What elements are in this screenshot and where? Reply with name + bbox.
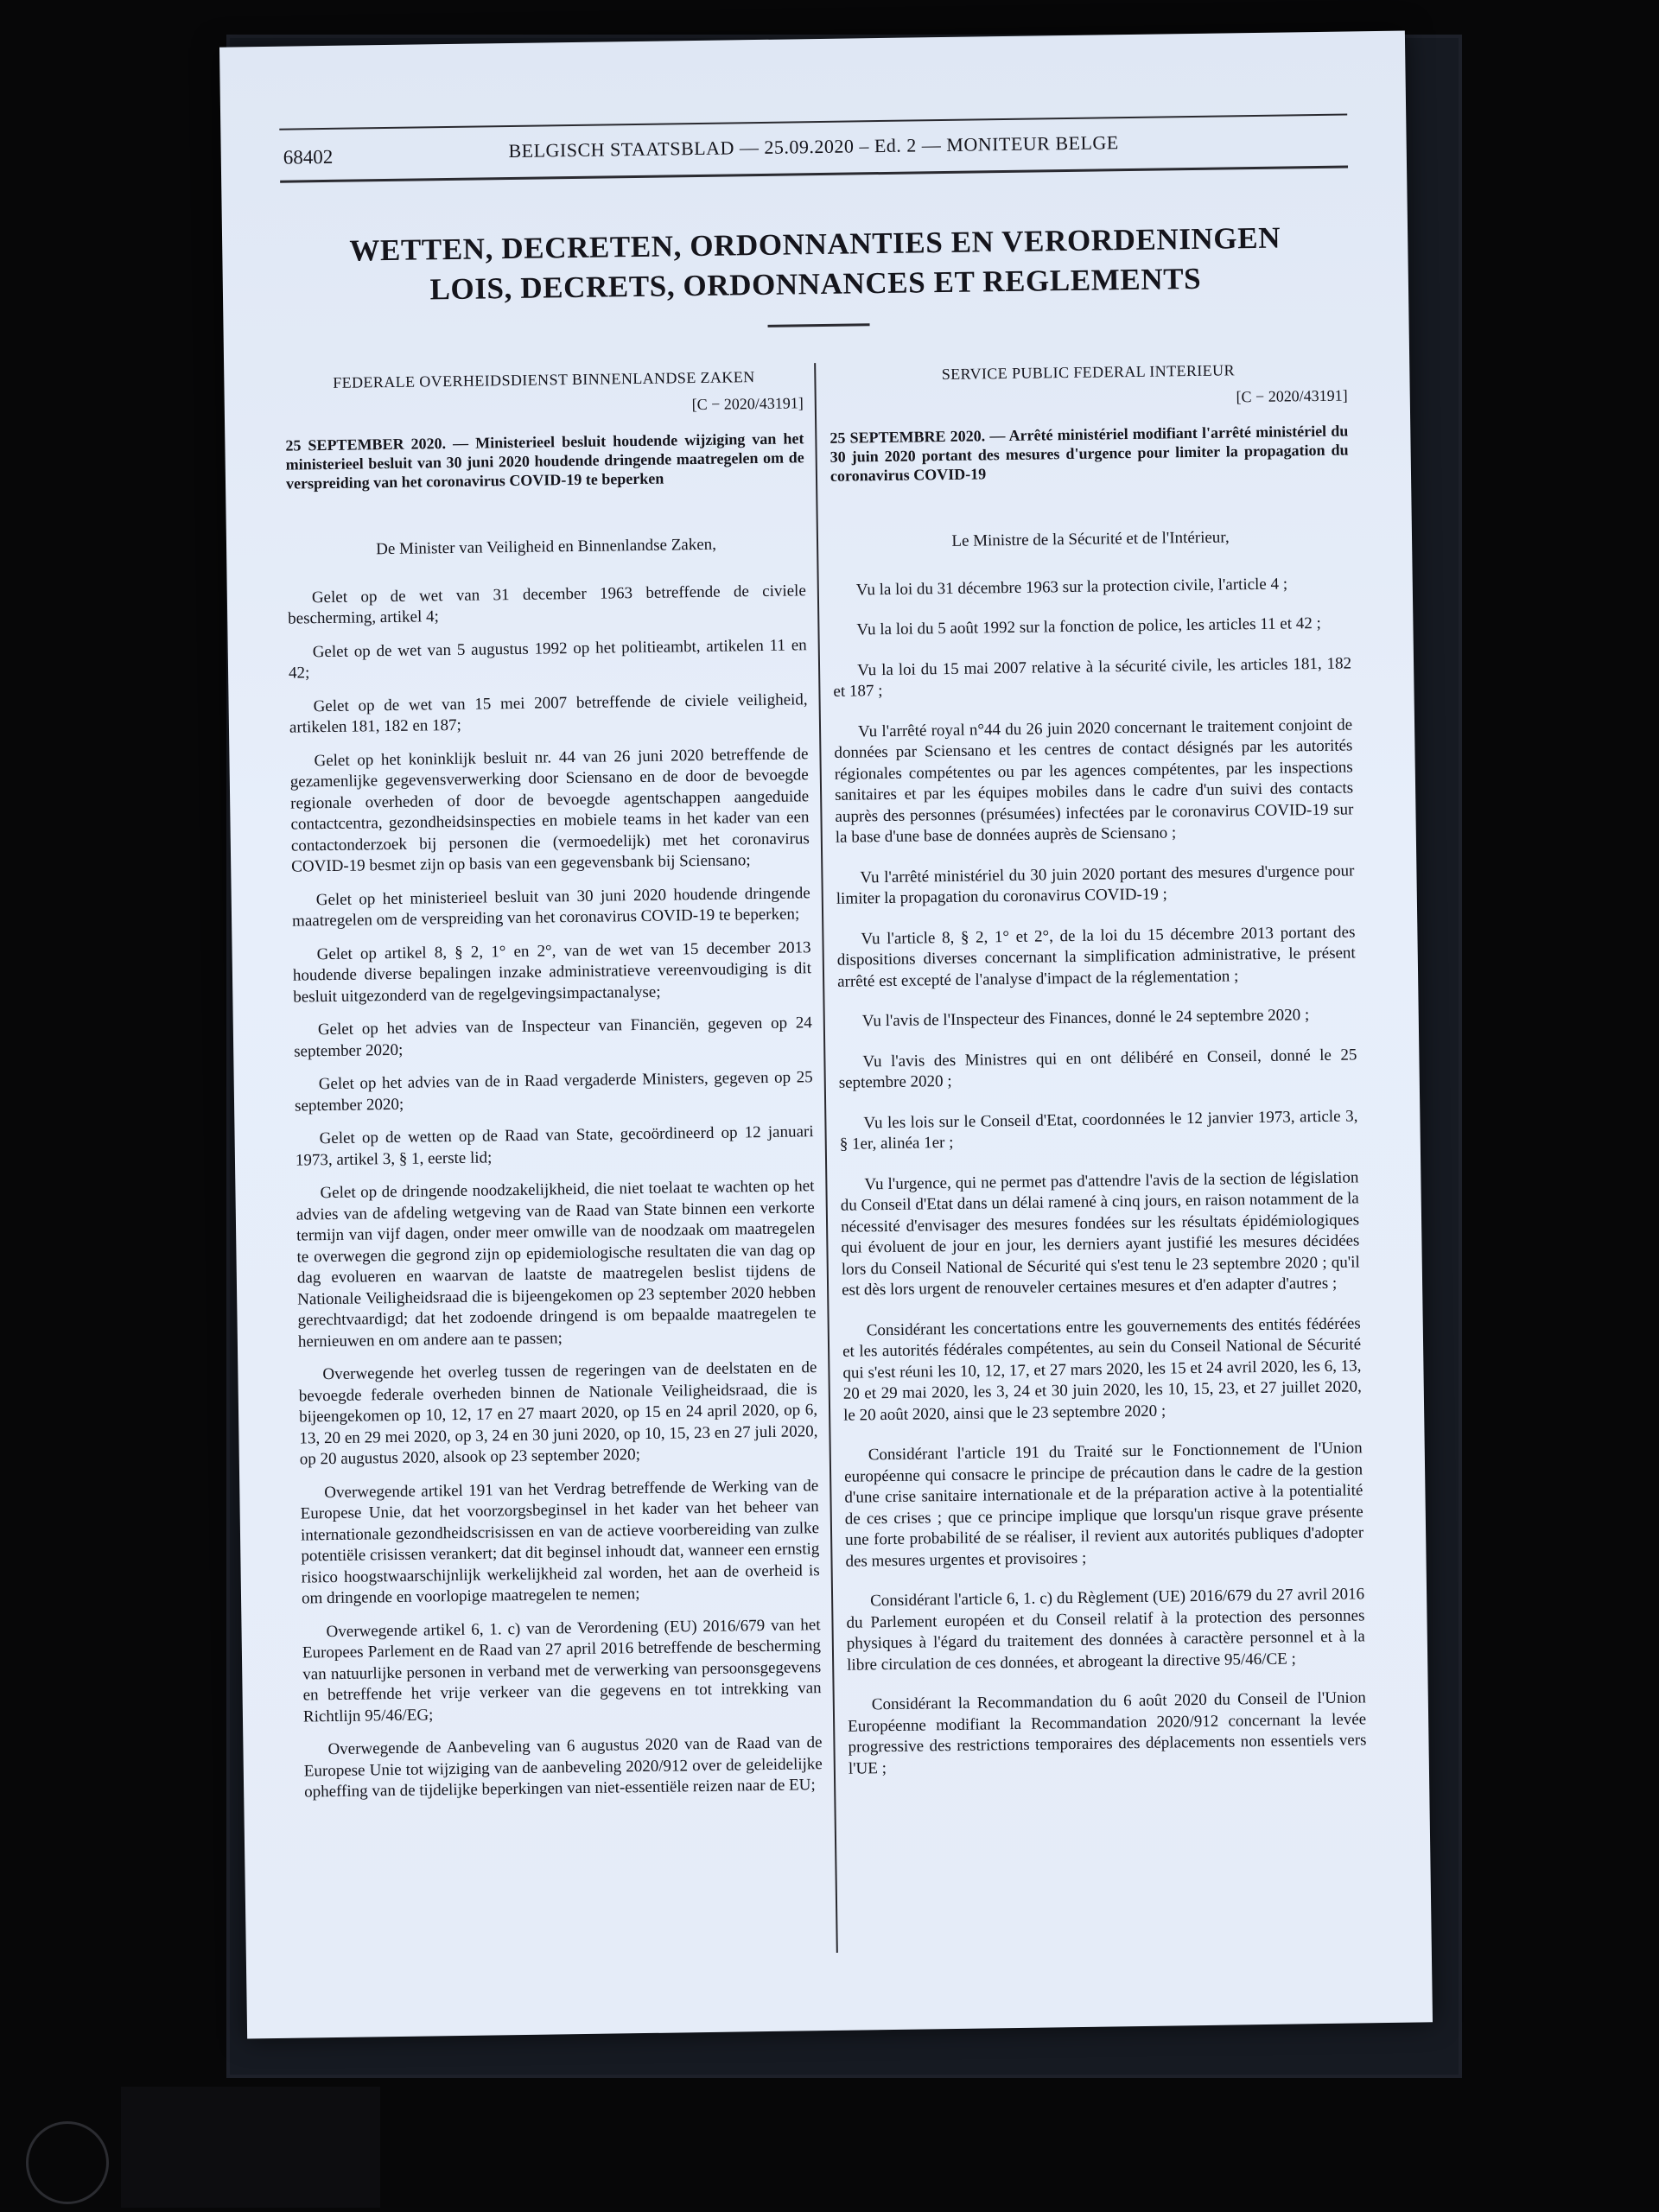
paragraph: Vu l'avis de l'Inspecteur des Finances, donné le 24 septembre 2020 ; xyxy=(861,1006,1310,1031)
paragraph: Considérant la Recommandation du 6 août 2020 du Conseil de l'Union Européenne modifiant la Recommandation 2020/912 concernant la levée progressive des restrictions temporaires des déplacements non essentiels vers l'UE ; xyxy=(848,1688,1367,1778)
decree-title: 25 SEPTEMBER 2020. — Ministerieel besluit houdende wijziging van het ministerieel besluit van 30 juni 2020 houdende dringende maatregelen om de verspreiding van het coronavirus COVID-19 te beperken xyxy=(285,429,804,493)
paragraph: Vu l'arrêté royal n°44 du 26 juin 2020 concernant le traitement conjoint de données par Sciensano et les centres de contact désignés par les autorités régionales compétentes ou par les agences compétentes, par les inspections sanitaires et par les équipes mobiles dans le cadre d'un suivi des contacts auprès des personnes (présumées) infectées par le coronavirus COVID-19 sur la base d'une base de données auprès de Sciensano ; xyxy=(834,715,1354,847)
paragraph: Considérant les concertations entre les gouvernements des entités fédérées et les autorités fédérales compétentes, au sein du Conseil National de Sécurité qui s'est réuni les 10, 12, 17, et 27 mars 2020, les 15 et 24 avril 2020, les 6, 13, 20 et 29 mai 2020, les 3, 24 et 30 juin 2020, les 10, 15, 23, et 27 juillet 2020, le 20 août 2020, ainsi que le 23 septembre 2020 ; xyxy=(842,1313,1362,1425)
paragraph: Vu l'arrêté ministériel du 30 juin 2020 portant des mesures d'urgence pour limiter la propagation du coronavirus COVID-19 ; xyxy=(836,861,1355,908)
paragraph: Gelet op de wet van 5 augustus 1992 op het politieambt, artikelen 11 en 42; xyxy=(288,635,807,683)
minister-line: De Minister van Veiligheid en Binnenlandse Zaken, xyxy=(376,535,717,559)
paragraph: Vu l'avis des Ministres qui en ont délibéré en Conseil, donné le 25 septembre 2020 ; xyxy=(838,1045,1357,1092)
minister-line: Le Ministre de la Sécurité et de l'Intérieur, xyxy=(951,528,1230,550)
paragraph: Vu l'urgence, qui ne permet pas d'attendre l'avis de la section de législation du Conseil d'Etat dans un délai ramené à cinq jours, en raison notamment de la nécessité d'envisager des mesures fondées sur les résultats épidémiologiques qui évoluent de jour en jour, les derniers ayant justifié les mesures décidées lors du Conseil National de Sécurité qui s'est tenu le 23 septembre 2020 ; qu'il est dès lors urgent de renouveler certaines mesures et d'en adapter d'autres ; xyxy=(840,1167,1360,1300)
running-header: BELGISCH STAATSBLAD — 25.09.2020 – Ed. 2 — MONITEUR BELGE xyxy=(508,131,1119,162)
paragraph: Vu la loi du 5 août 1992 sur la fonction de police, les articles 11 et 42 ; xyxy=(856,613,1321,639)
paragraph: Gelet op de wet van 15 mei 2007 betreffende de civiele veiligheid, artikelen 181, 182 en 187; xyxy=(289,690,808,737)
department-name: FEDERALE OVERHEIDSDIENST BINNENLANDSE ZAKEN xyxy=(333,368,755,391)
paragraph: Vu les lois sur le Conseil d'Etat, coordonnées le 12 janvier 1973, article 3, § 1er, alinéa 1er ; xyxy=(839,1106,1358,1154)
header-rule-top xyxy=(279,113,1347,130)
decree-title: 25 SEPTEMBRE 2020. — Arrêté ministériel modifiant l'arrêté ministériel du 30 juin 2020 portant des mesures d'urgence pour limiter la propagation du coronavirus COVID-19 xyxy=(830,422,1349,485)
reference-number: [C − 2020/43191] xyxy=(691,393,804,413)
paragraph: Considérant l'article 6, 1. c) du Règlement (UE) 2016/679 du 27 avril 2016 du Parlement européen et du Conseil relatif à la protection des personnes physiques à l'égard du traitement des données à caractère personnel et à la libre circulation de ces données, et abrogeant la directive 95/46/CE ; xyxy=(846,1585,1365,1675)
paragraph: Overwegende artikel 6, 1. c) van de Verordening (EU) 2016/679 van het Europees Parlement en de Raad van 27 april 2016 betreffende de bescherming van natuurlijke personen in verband met de verwerking van persoonsgegevens en betreffende het vrije verkeer van die gegevens en tot intrekking van Richtlijn 95/46/EG; xyxy=(302,1615,822,1726)
paragraph: Gelet op de dringende noodzakelijkheid, die niet toelaat te wachten op het advies van de afdeling wetgeving van de Raad van State binnen een verkorte termijn van vijf dagen, onder meer omwille van de noodzaak om maatregelen te overwegen die gegrond zijn op epidemiologische resultaten die van dag op dag evolueren en waarvan de laatste de maatregelen beslist tijdens de Nationale Veiligheidsraad die is bijeengekomen op 23 september 2020 hebben gerechtvaardigd; dat het zodoende dringend is om bepaalde maatregelen te hernieuwen en om andere aan te passen; xyxy=(296,1177,817,1351)
reference-number: [C − 2020/43191] xyxy=(1236,385,1348,405)
paragraph: Gelet op het ministerieel besluit van 30 juni 2020 houdende dringende maatregelen om de verspreiding van het coronavirus COVID-19 te beperken; xyxy=(291,883,810,931)
paragraph: Overwegende de Aanbeveling van 6 augustus 2020 van de Raad van de Europese Unie tot wijziging van de aanbeveling 2020/912 over de geleidelijke opheffing van de tijdelijke beperkingen van niet-essentiële reizen naar de EU; xyxy=(303,1733,823,1802)
header-rule-bottom xyxy=(280,165,1348,182)
paragraph: Vu la loi du 15 mai 2007 relative à la sécurité civile, les articles 181, 182 et 187 ; xyxy=(833,653,1352,701)
paragraph: Vu l'article 8, § 2, 1° et 2°, de la loi du 15 décembre 2013 portant des dispositions diverses concernant la simplification administrative, le présent arrêté est excepté de l'analyse d'impact de la réglementation ; xyxy=(836,922,1356,991)
paragraph: Gelet op artikel 8, § 2, 1° en 2°, van de wet van 15 december 2013 houdende diverse bepalingen inzake administratieve vereenvoudiging is dit besluit uitgezonderd van de regelgevingsimpactanalyse; xyxy=(292,938,812,1007)
paragraph: Overwegende het overleg tussen de regeringen van de deelstaten en de bevoegde federale overheden binnen de Nationale Veiligheidsraad, die is bijeengekomen op 10, 12, 17 en 27 maart 2020, op 15 en 24 april 2020, op 6, 13, 20 en 29 mei 2020, op 3, 24 en 30 juni 2020, op 10, 15, 23 en 27 juli 2020, op 20 augustus 2020, alsook op 23 september 2020; xyxy=(298,1358,818,1469)
label-plate xyxy=(121,2087,380,2208)
section-title-french: LOIS, DECRETS, ORDONNANCES ET REGLEMENTS xyxy=(429,261,1202,307)
paragraph: Vu la loi du 31 décembre 1963 sur la protection civile, l'article 4 ; xyxy=(855,574,1288,599)
gazette-page xyxy=(219,31,1433,2039)
section-title xyxy=(222,217,1408,313)
paragraph: Considérant l'article 191 du Traité sur le Fonctionnement de l'Union européenne qui consacre le principe de précaution dans le cadre de la gestion d'une crise sanitaire internationale et de la préparation active à la potentialité de ces crises ; que ce principe implique que lorsqu'un risque grave présente une forte probabilité de se réaliser, il revient aux autorités publiques d'adopter des mesures urgentes et provisoires ; xyxy=(843,1439,1364,1571)
paragraph: Gelet op de wet van 31 december 1963 betreffende de civiele bescherming, artikel 4; xyxy=(288,581,806,628)
dutch-column xyxy=(284,365,823,1815)
paragraph: Gelet op het advies van de in Raad vergaderde Ministers, gegeven op 25 september 2020; xyxy=(294,1068,813,1116)
museum-logo-icon xyxy=(26,2121,109,2204)
exhibit-label xyxy=(26,2082,320,2212)
paragraph: Gelet op de wetten op de Raad van State, gecoördineerd op 12 januari 1973, artikel 3, § 1, eerste lid; xyxy=(295,1122,814,1170)
department-name: SERVICE PUBLIC FEDERAL INTERIEUR xyxy=(941,361,1236,384)
paragraph: Overwegende artikel 191 van het Verdrag betreffende de Werking van de Europese Unie, dat het voorzorgsbeginsel in het kader van het beheer van internationale gezondheidscrisissen en van de actieve voorbereiding van zulke potentiële crisissen verankert; dat dit beginsel inhoudt dat, wanneer een ernstig risico hoogstwaarschijnlijk werkelijkheid zal worden, het aan de overheid is om dringende en voorlopige maatregelen te nemen; xyxy=(300,1476,820,1608)
title-rule xyxy=(768,323,870,327)
paragraph: Gelet op het advies van de Inspecteur van Financiën, gegeven op 24 september 2020; xyxy=(294,1014,812,1061)
french-column xyxy=(829,359,1367,1799)
section-title-dutch: WETTEN, DECRETEN, ORDONNANTIES EN VERORDENINGEN xyxy=(349,220,1281,268)
page-number: 68402 xyxy=(283,145,334,168)
paragraph: Gelet op het koninklijk besluit nr. 44 van 26 juni 2020 betreffende de gezamenlijke gegevensverwerking door Sciensano en de door de bevoegde regionale overheden of door de bevoegde agentschappen aangeduide contactcentra, gezondheidsinspecties en mobiele teams in het kader van een contactonderzoek bij personen die (vermoedelijk) met het coronavirus COVID-19 besmet zijn op basis van een gegevensbank bij Sciensano; xyxy=(289,744,810,876)
